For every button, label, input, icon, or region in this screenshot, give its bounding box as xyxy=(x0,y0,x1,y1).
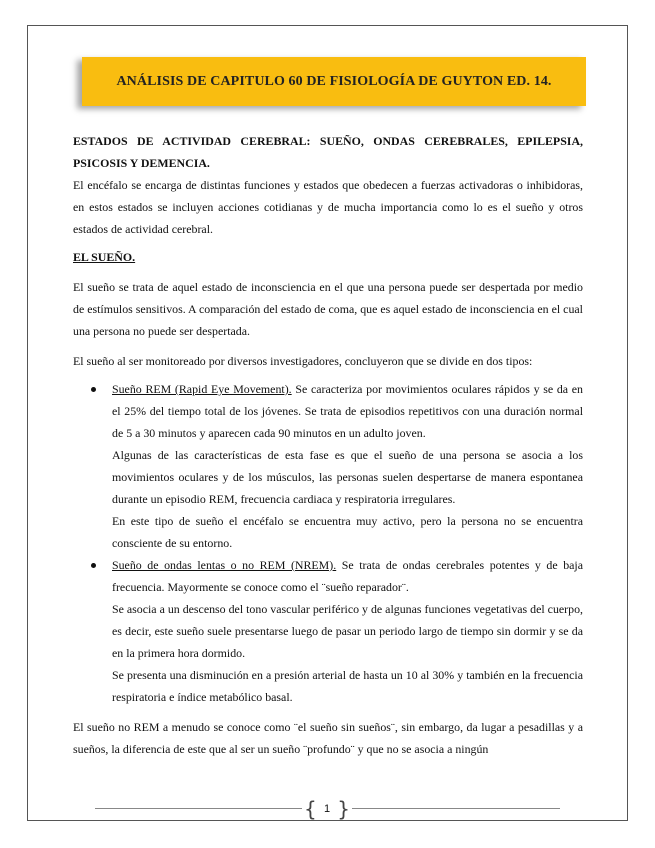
section-paragraph-2: El sueño al ser monitoreado por diversos investigadores, concluyeron que se divide en dos tipos: xyxy=(73,354,533,368)
closing-paragraph: El sueño no REM a menudo se conoce como ¨el sueño sin sueños¨, sin embargo, da lugar a pesadillas y a sueños, la diferencia de este que al ser un sueño ¨profundo¨ y que no se asocia a ningún xyxy=(73,720,583,756)
list-item xyxy=(73,554,583,708)
bullet-term: Sueño de ondas lentas o no REM (NREM). xyxy=(112,558,337,572)
bullet-lead xyxy=(112,554,583,598)
bullet-icon xyxy=(91,563,96,568)
intro-paragraph: El encéfalo se encarga de distintas funciones y estados que obedecen a fuerzas activadoras o inhibidoras, en estos estados se incluyen acciones cotidianas y de mucha importancia como lo es el sueño y otros estados de actividad cerebral. xyxy=(73,178,583,236)
bullet-lead-text: Se trata de ondas cerebrales potentes y de baja frecuencia. Mayormente se conoce como el ¨sueño reparador¨. xyxy=(112,558,583,594)
bullet-lead-text: Se caracteriza por movimientos oculares rápidos y se da en el 25% del tiempo total de los jóvenes. Se trata de episodios repetitivos con una duración normal de 5 a 30 minutos y aparecen cada 90 minutos en un adulto joven. xyxy=(112,382,584,440)
bullet-icon xyxy=(91,387,96,392)
left-brace-icon: { xyxy=(304,797,317,821)
page-number: 1 xyxy=(323,803,331,815)
document-title: ANÁLISIS DE CAPITULO 60 DE FISIOLOGÍA DE GUYTON ED. 14. xyxy=(116,73,552,89)
document-body xyxy=(73,130,583,760)
bullet-lead xyxy=(112,378,583,444)
bullet-detail-1: Algunas de las características de esta fase es que el sueño de una persona se asocia a los movimientos oculares y de los músculos, las personas suelen despertarse de manera espontanea durante un episodio REM, frecuencia cardiaca y respiratoria irregulares. xyxy=(112,448,583,506)
bullet-detail-2: En este tipo de sueño el encéfalo se encuentra muy activo, pero la persona no se encuentra consciente de su entorno. xyxy=(112,514,583,550)
bullet-detail-2: Se presenta una disminución en a presión arterial de hasta un 10 al 30% y también en la frecuencia respiratoria e índice metabólico basal. xyxy=(112,668,583,704)
right-brace-icon: } xyxy=(337,797,350,821)
bullet-term: Sueño REM (Rapid Eye Movement). xyxy=(112,382,292,396)
bullet-detail-1: Se asocia a un descenso del tono vascular periférico y de algunas funciones vegetativas del cuerpo, es decir, este sueño suele presentarse luego de pasar un periodo largo de tiempo sin dormir y se da en la primera hora dormido. xyxy=(112,602,583,660)
footer-rule-left xyxy=(95,808,302,809)
list-item xyxy=(73,378,583,554)
page-number-box xyxy=(304,798,350,820)
footer-rule-right xyxy=(352,808,560,809)
main-heading: ESTADOS DE ACTIVIDAD CEREBRAL: SUEÑO, ONDAS CEREBRALES, EPILEPSIA, PSICOSIS Y DEMENCIA. xyxy=(73,134,583,170)
title-banner xyxy=(82,57,586,106)
section-heading: EL SUEÑO. xyxy=(73,250,136,264)
sleep-types-list xyxy=(73,378,583,708)
section-paragraph-1: El sueño se trata de aquel estado de inconsciencia en el que una persona puede ser despertada por medio de estímulos sensitivos. A comparación del estado de coma, que es aquel estado de inconsciencia en el cual una persona no puede ser despertada. xyxy=(73,280,583,338)
